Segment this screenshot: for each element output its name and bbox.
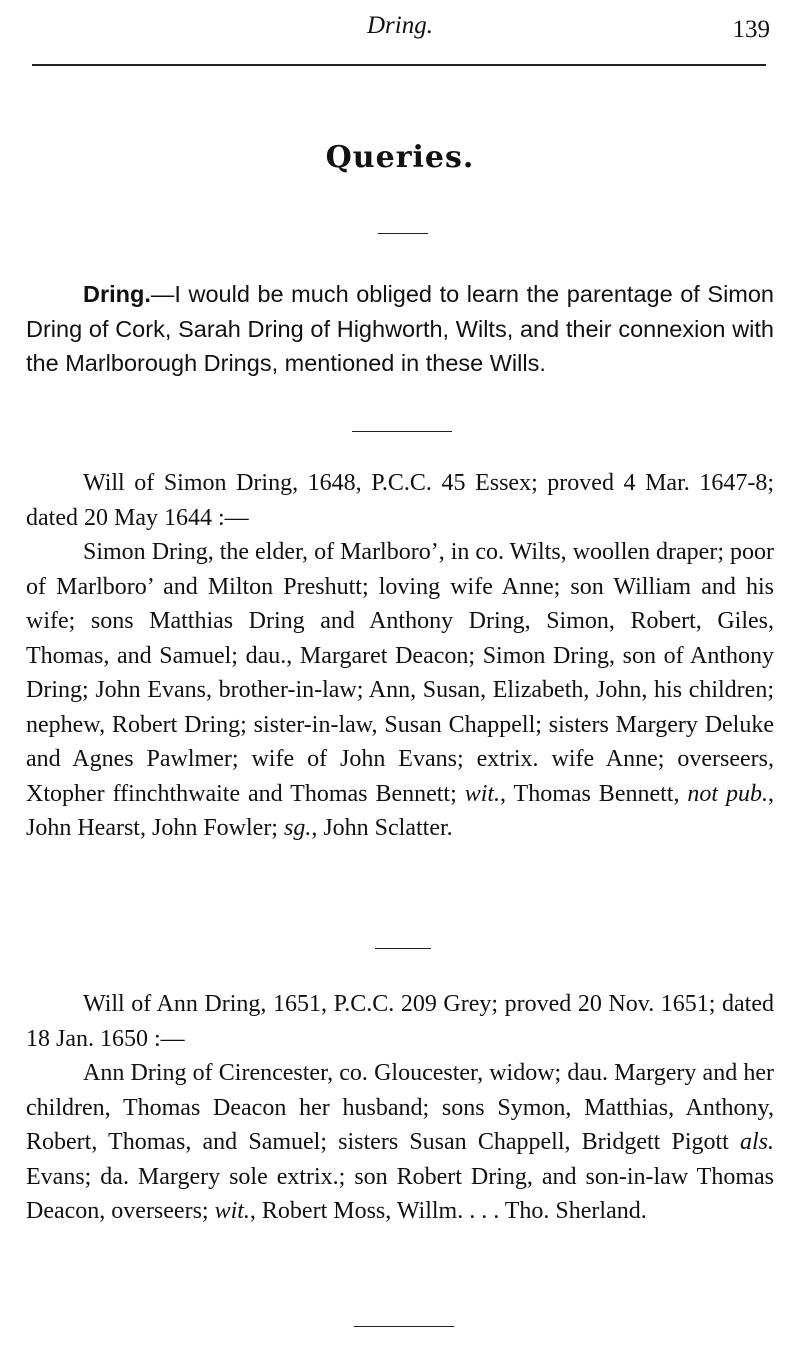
will-simon-heading: Will of Simon Dring, 1648, P.C.C. 45 Essex; proved 4 Mar. 1647-8; dated 20 May 1644 :—: [26, 470, 774, 531]
will-ann-heading: Will of Ann Dring, 1651, P.C.C. 209 Grey; proved 20 Nov. 1651; dated 18 Jan. 1650 :—: [26, 991, 774, 1052]
will-simon-body-part4: , John Sclatter.: [311, 815, 453, 841]
section-title: Queries.: [325, 140, 475, 175]
will-simon-dring: [26, 466, 774, 846]
will-ann-dring: [26, 987, 774, 1229]
will-simon-not-pub-label: not pub.: [687, 780, 769, 807]
query-text: —I would be much obliged to learn the parentage of Simon Dring of Cork, Sarah Dring of Highworth, Wilts, and their connexion with the Marlborough Drings, mentioned in these Wills.: [26, 281, 774, 376]
divider-rule-1: [378, 233, 428, 234]
will-simon-body: [26, 535, 774, 846]
will-ann-wit-label: wit.: [214, 1198, 250, 1224]
will-ann-body-part1: Ann Dring of Cirencester, co. Gloucester, widow; dau. Margery and her children, Thomas Deacon her husband; sons Symon, Matthias, Anthony, Robert, Thomas, and Samuel; sisters Susan Chappell, Bridgett Pigott: [26, 1060, 774, 1155]
page-number: 139: [732, 16, 770, 43]
document-page: [26, 0, 774, 1353]
query-paragraph: [26, 277, 774, 381]
running-title: Dring.: [367, 12, 433, 39]
divider-rule-3: [375, 948, 431, 949]
will-simon-wit-label: wit.: [464, 780, 501, 807]
will-ann-body-part2: Evans; da. Margery sole extrix.; son Robert Dring, and son-in-law Thomas Deacon, overseers;: [26, 1163, 774, 1224]
header-rule: [32, 64, 766, 66]
will-simon-body-part2: , Thomas Bennett,: [500, 780, 680, 807]
divider-rule-2: [352, 431, 452, 432]
divider-rule-4: [354, 1326, 454, 1327]
will-ann-body-part3: , Robert Moss, Willm. . . . Tho. Sherland.: [249, 1198, 647, 1224]
query-keyword: Dring.: [83, 281, 151, 307]
will-simon-body-part3: , John Hearst, John Fowler;: [26, 780, 775, 841]
will-ann-body: [26, 1056, 774, 1229]
will-simon-sg-label: sg.: [283, 815, 312, 841]
will-ann-als-label: als.: [740, 1129, 775, 1155]
will-simon-body-part1: Simon Dring, the elder, of Marlboro’, in co. Wilts, woollen draper; poor of Marlboro’ and Milton Preshutt; loving wife Anne; son William and his wife; sons Matthias Dring and Anthony Dring, Simon, Robert, Giles, Thomas, and Samuel; dau., Margaret Deacon; Simon Dring, son of Anthony Dring; John Evans, brother-in-law; Ann, Susan, Elizabeth, John, his children; nephew, Robert Dring; sister-in-law, Susan Chappell; sisters Margery Deluke and Agnes Pawlmer; wife of John Evans; extrix. wife Anne; overseers, Xtopher ffinchthwaite and Thomas Bennett;: [26, 539, 774, 807]
running-head: [26, 10, 774, 54]
